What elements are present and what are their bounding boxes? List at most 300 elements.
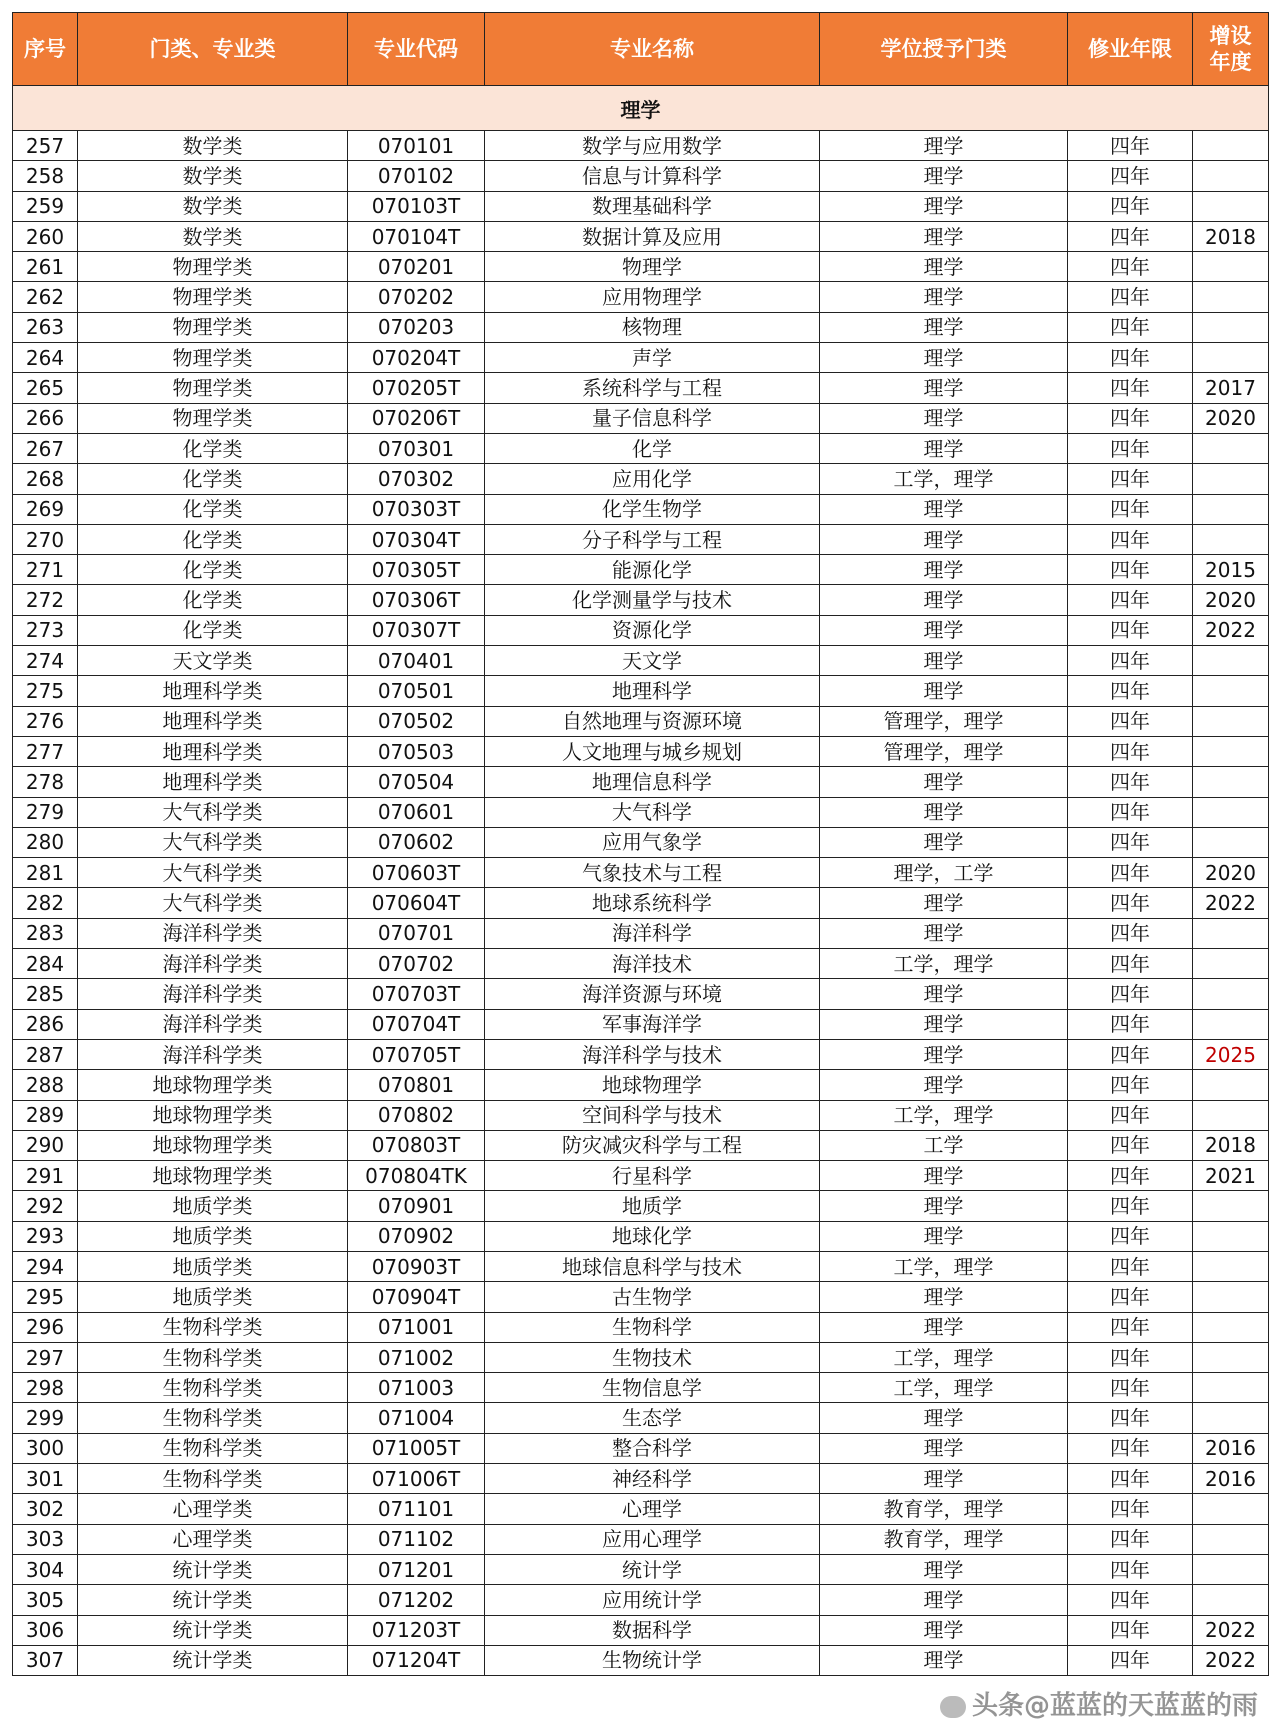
cell-name: 能源化学 <box>485 555 820 585</box>
cell-category: 物理学类 <box>78 312 348 342</box>
cell-category: 物理学类 <box>78 282 348 312</box>
cell-years: 四年 <box>1068 464 1193 494</box>
header-row <box>13 13 1269 86</box>
cell-category: 化学类 <box>78 555 348 585</box>
cell-years: 四年 <box>1068 494 1193 524</box>
cell-degree: 理学 <box>820 252 1068 282</box>
cell-added: 2022 <box>1193 615 1269 645</box>
cell-years: 四年 <box>1068 1524 1193 1554</box>
cell-years: 四年 <box>1068 312 1193 342</box>
table-row <box>13 221 1269 251</box>
cell-degree: 工学，理学 <box>820 464 1068 494</box>
table-row <box>13 1312 1269 1342</box>
cell-name: 防灾减灾科学与工程 <box>485 1130 820 1160</box>
cell-years: 四年 <box>1068 1130 1193 1160</box>
cell-name: 人文地理与城乡规划 <box>485 736 820 766</box>
cell-no: 265 <box>13 373 78 403</box>
cell-code: 070301 <box>348 433 485 463</box>
cell-no: 287 <box>13 1039 78 1069</box>
cell-category: 海洋科学类 <box>78 918 348 948</box>
table-row <box>13 252 1269 282</box>
table-row <box>13 797 1269 827</box>
cell-no: 283 <box>13 918 78 948</box>
table-row <box>13 464 1269 494</box>
cell-degree: 理学 <box>820 555 1068 585</box>
table-row <box>13 1615 1269 1645</box>
cell-degree: 理学 <box>820 767 1068 797</box>
table-row <box>13 1403 1269 1433</box>
cell-code: 070306T <box>348 585 485 615</box>
cell-years: 四年 <box>1068 252 1193 282</box>
cell-degree: 理学 <box>820 1161 1068 1191</box>
table-row <box>13 1070 1269 1100</box>
cell-years: 四年 <box>1068 373 1193 403</box>
cell-added <box>1193 827 1269 857</box>
cell-code: 071204T <box>348 1645 485 1675</box>
cell-name: 化学测量学与技术 <box>485 585 820 615</box>
cell-added <box>1193 1009 1269 1039</box>
cell-degree: 理学 <box>820 888 1068 918</box>
cell-added <box>1193 282 1269 312</box>
section-row <box>13 86 1269 131</box>
cell-degree: 理学 <box>820 191 1068 221</box>
cell-added <box>1193 1221 1269 1251</box>
cell-category: 化学类 <box>78 494 348 524</box>
cell-name: 气象技术与工程 <box>485 858 820 888</box>
cell-code: 070304T <box>348 524 485 554</box>
cell-name: 化学 <box>485 433 820 463</box>
table-row <box>13 1524 1269 1554</box>
table-row <box>13 1464 1269 1494</box>
cell-years: 四年 <box>1068 1312 1193 1342</box>
cell-added: 2025 <box>1193 1039 1269 1069</box>
cell-no: 288 <box>13 1070 78 1100</box>
cell-added <box>1193 1494 1269 1524</box>
cell-category: 物理学类 <box>78 343 348 373</box>
cell-years: 四年 <box>1068 979 1193 1009</box>
cell-code: 071201 <box>348 1554 485 1584</box>
header-years: 修业年限 <box>1068 13 1193 86</box>
cell-code: 070802 <box>348 1100 485 1130</box>
cell-name: 应用物理学 <box>485 282 820 312</box>
cell-code: 070401 <box>348 646 485 676</box>
cell-degree: 理学 <box>820 615 1068 645</box>
cell-code: 070302 <box>348 464 485 494</box>
cell-added <box>1193 676 1269 706</box>
cell-code: 070704T <box>348 1009 485 1039</box>
table-row <box>13 918 1269 948</box>
cell-category: 统计学类 <box>78 1645 348 1675</box>
cell-added <box>1193 646 1269 676</box>
cell-code: 070206T <box>348 403 485 433</box>
cell-added: 2018 <box>1193 221 1269 251</box>
table-row <box>13 161 1269 191</box>
cell-years: 四年 <box>1068 1039 1193 1069</box>
cell-code: 070603T <box>348 858 485 888</box>
cell-no: 268 <box>13 464 78 494</box>
table-body <box>13 86 1269 1676</box>
cell-degree: 工学，理学 <box>820 1100 1068 1130</box>
cell-years: 四年 <box>1068 1191 1193 1221</box>
cell-code: 070804TK <box>348 1161 485 1191</box>
cell-category: 海洋科学类 <box>78 1009 348 1039</box>
cell-category: 地球物理学类 <box>78 1130 348 1160</box>
cell-name: 大气科学 <box>485 797 820 827</box>
cell-no: 263 <box>13 312 78 342</box>
cell-added <box>1193 1524 1269 1554</box>
cell-no: 272 <box>13 585 78 615</box>
cell-no: 266 <box>13 403 78 433</box>
cell-name: 统计学 <box>485 1554 820 1584</box>
table-row <box>13 131 1269 161</box>
cell-years: 四年 <box>1068 131 1193 161</box>
table-row <box>13 979 1269 1009</box>
cell-degree: 理学 <box>820 373 1068 403</box>
cell-degree: 理学 <box>820 282 1068 312</box>
cell-years: 四年 <box>1068 1251 1193 1281</box>
cell-name: 地球系统科学 <box>485 888 820 918</box>
cell-category: 化学类 <box>78 615 348 645</box>
cell-no: 298 <box>13 1373 78 1403</box>
cell-degree: 理学 <box>820 1554 1068 1584</box>
cell-years: 四年 <box>1068 343 1193 373</box>
cell-added: 2021 <box>1193 1161 1269 1191</box>
cell-code: 071102 <box>348 1524 485 1554</box>
cell-degree: 理学 <box>820 646 1068 676</box>
cell-code: 071004 <box>348 1403 485 1433</box>
cell-code: 070503 <box>348 736 485 766</box>
cell-years: 四年 <box>1068 827 1193 857</box>
cell-years: 四年 <box>1068 161 1193 191</box>
cell-name: 海洋科学 <box>485 918 820 948</box>
cell-name: 生物信息学 <box>485 1373 820 1403</box>
cell-name: 军事海洋学 <box>485 1009 820 1039</box>
cell-code: 071203T <box>348 1615 485 1645</box>
cell-name: 信息与计算科学 <box>485 161 820 191</box>
cell-code: 070305T <box>348 555 485 585</box>
header-added: 增设年度 <box>1193 13 1269 86</box>
cell-degree: 理学 <box>820 1070 1068 1100</box>
cell-degree: 理学 <box>820 797 1068 827</box>
cell-years: 四年 <box>1068 646 1193 676</box>
cell-no: 303 <box>13 1524 78 1554</box>
cell-no: 264 <box>13 343 78 373</box>
cell-no: 269 <box>13 494 78 524</box>
cell-degree: 理学 <box>820 403 1068 433</box>
cell-code: 070102 <box>348 161 485 191</box>
cell-code: 070601 <box>348 797 485 827</box>
cell-code: 070103T <box>348 191 485 221</box>
cell-name: 生态学 <box>485 1403 820 1433</box>
table-row <box>13 1585 1269 1615</box>
cell-code: 071002 <box>348 1342 485 1372</box>
cell-added <box>1193 797 1269 827</box>
section-title: 理学 <box>13 86 1269 131</box>
cell-category: 海洋科学类 <box>78 979 348 1009</box>
cell-category: 心理学类 <box>78 1494 348 1524</box>
cell-name: 声学 <box>485 343 820 373</box>
cell-added: 2016 <box>1193 1464 1269 1494</box>
cell-code: 070904T <box>348 1282 485 1312</box>
cell-no: 301 <box>13 1464 78 1494</box>
cell-added: 2020 <box>1193 585 1269 615</box>
cell-years: 四年 <box>1068 1373 1193 1403</box>
table-row <box>13 1251 1269 1281</box>
table-row <box>13 191 1269 221</box>
cell-degree: 管理学，理学 <box>820 706 1068 736</box>
cell-no: 258 <box>13 161 78 191</box>
cell-no: 292 <box>13 1191 78 1221</box>
cell-years: 四年 <box>1068 524 1193 554</box>
table-row <box>13 676 1269 706</box>
cell-degree: 理学 <box>820 1433 1068 1463</box>
cell-category: 地球物理学类 <box>78 1161 348 1191</box>
cell-years: 四年 <box>1068 949 1193 979</box>
cell-years: 四年 <box>1068 191 1193 221</box>
cell-added <box>1193 1403 1269 1433</box>
cell-no: 302 <box>13 1494 78 1524</box>
cell-added <box>1193 949 1269 979</box>
table-row <box>13 585 1269 615</box>
cell-no: 270 <box>13 524 78 554</box>
table-row <box>13 706 1269 736</box>
cell-added: 2022 <box>1193 1615 1269 1645</box>
cell-category: 心理学类 <box>78 1524 348 1554</box>
cell-no: 307 <box>13 1645 78 1675</box>
cell-years: 四年 <box>1068 767 1193 797</box>
table-row <box>13 1494 1269 1524</box>
cell-no: 291 <box>13 1161 78 1191</box>
cell-no: 284 <box>13 949 78 979</box>
table-row <box>13 615 1269 645</box>
cell-degree: 理学 <box>820 585 1068 615</box>
cell-added <box>1193 161 1269 191</box>
table-row <box>13 949 1269 979</box>
table-row <box>13 1130 1269 1160</box>
cell-degree: 理学 <box>820 918 1068 948</box>
table-row <box>13 1161 1269 1191</box>
cell-added <box>1193 1070 1269 1100</box>
cell-added <box>1193 494 1269 524</box>
cell-category: 地质学类 <box>78 1191 348 1221</box>
cell-added: 2017 <box>1193 373 1269 403</box>
table-row <box>13 646 1269 676</box>
cell-category: 海洋科学类 <box>78 949 348 979</box>
cell-code: 071003 <box>348 1373 485 1403</box>
cell-added <box>1193 736 1269 766</box>
table-row <box>13 312 1269 342</box>
header-name: 专业名称 <box>485 13 820 86</box>
cell-added <box>1193 1191 1269 1221</box>
cell-added <box>1193 524 1269 554</box>
cell-name: 资源化学 <box>485 615 820 645</box>
cell-degree: 理学 <box>820 1403 1068 1433</box>
cell-added <box>1193 1342 1269 1372</box>
cell-category: 地球物理学类 <box>78 1100 348 1130</box>
cell-name: 生物统计学 <box>485 1645 820 1675</box>
cell-no: 274 <box>13 646 78 676</box>
cell-added <box>1193 767 1269 797</box>
cell-degree: 理学 <box>820 221 1068 251</box>
cell-years: 四年 <box>1068 1009 1193 1039</box>
cell-years: 四年 <box>1068 676 1193 706</box>
cell-name: 行星科学 <box>485 1161 820 1191</box>
table-row <box>13 433 1269 463</box>
cell-years: 四年 <box>1068 1554 1193 1584</box>
cell-no: 262 <box>13 282 78 312</box>
cell-added <box>1193 1373 1269 1403</box>
cell-years: 四年 <box>1068 585 1193 615</box>
cell-name: 神经科学 <box>485 1464 820 1494</box>
cell-code: 070903T <box>348 1251 485 1281</box>
header-no: 序号 <box>13 13 78 86</box>
cell-category: 海洋科学类 <box>78 1039 348 1069</box>
cell-category: 生物科学类 <box>78 1433 348 1463</box>
table-row <box>13 1645 1269 1675</box>
cell-added <box>1193 979 1269 1009</box>
cell-degree: 理学，工学 <box>820 858 1068 888</box>
cell-name: 地理科学 <box>485 676 820 706</box>
cell-years: 四年 <box>1068 615 1193 645</box>
cell-name: 系统科学与工程 <box>485 373 820 403</box>
cell-no: 260 <box>13 221 78 251</box>
cell-degree: 理学 <box>820 433 1068 463</box>
cell-category: 大气科学类 <box>78 858 348 888</box>
cell-degree: 工学 <box>820 1130 1068 1160</box>
cell-name: 整合科学 <box>485 1433 820 1463</box>
table-row <box>13 373 1269 403</box>
cell-category: 生物科学类 <box>78 1312 348 1342</box>
cell-name: 空间科学与技术 <box>485 1100 820 1130</box>
cell-no: 297 <box>13 1342 78 1372</box>
table-row <box>13 1009 1269 1039</box>
cell-category: 数学类 <box>78 131 348 161</box>
cell-code: 070803T <box>348 1130 485 1160</box>
cell-years: 四年 <box>1068 282 1193 312</box>
cell-code: 070204T <box>348 343 485 373</box>
cell-added <box>1193 1251 1269 1281</box>
cell-no: 290 <box>13 1130 78 1160</box>
table-row <box>13 1342 1269 1372</box>
cell-no: 282 <box>13 888 78 918</box>
cell-years: 四年 <box>1068 1464 1193 1494</box>
cell-degree: 理学 <box>820 1009 1068 1039</box>
cell-no: 280 <box>13 827 78 857</box>
cell-name: 应用化学 <box>485 464 820 494</box>
cell-code: 070604T <box>348 888 485 918</box>
cell-no: 299 <box>13 1403 78 1433</box>
table-row <box>13 1282 1269 1312</box>
cell-name: 生物科学 <box>485 1312 820 1342</box>
cell-degree: 工学，理学 <box>820 1342 1068 1372</box>
cell-degree: 理学 <box>820 312 1068 342</box>
cell-name: 海洋技术 <box>485 949 820 979</box>
cell-no: 276 <box>13 706 78 736</box>
wechat-icon <box>940 1696 966 1718</box>
cell-no: 293 <box>13 1221 78 1251</box>
table-row <box>13 1039 1269 1069</box>
cell-name: 海洋科学与技术 <box>485 1039 820 1069</box>
table-row <box>13 494 1269 524</box>
table-row <box>13 736 1269 766</box>
cell-name: 地质学 <box>485 1191 820 1221</box>
cell-years: 四年 <box>1068 1282 1193 1312</box>
cell-no: 257 <box>13 131 78 161</box>
cell-code: 071001 <box>348 1312 485 1342</box>
cell-name: 数学与应用数学 <box>485 131 820 161</box>
cell-name: 心理学 <box>485 1494 820 1524</box>
cell-code: 070602 <box>348 827 485 857</box>
cell-name: 数据计算及应用 <box>485 221 820 251</box>
cell-added <box>1193 1554 1269 1584</box>
cell-years: 四年 <box>1068 797 1193 827</box>
cell-no: 304 <box>13 1554 78 1584</box>
cell-category: 数学类 <box>78 161 348 191</box>
table-row <box>13 858 1269 888</box>
cell-category: 地理科学类 <box>78 706 348 736</box>
cell-category: 数学类 <box>78 191 348 221</box>
cell-category: 生物科学类 <box>78 1342 348 1372</box>
cell-added <box>1193 918 1269 948</box>
cell-name: 地球信息科学与技术 <box>485 1251 820 1281</box>
cell-name: 生物技术 <box>485 1342 820 1372</box>
table-container <box>12 12 1268 1676</box>
cell-name: 地理信息科学 <box>485 767 820 797</box>
cell-years: 四年 <box>1068 403 1193 433</box>
cell-added <box>1193 191 1269 221</box>
cell-added: 2020 <box>1193 403 1269 433</box>
cell-category: 物理学类 <box>78 403 348 433</box>
cell-no: 273 <box>13 615 78 645</box>
cell-degree: 理学 <box>820 343 1068 373</box>
table-row <box>13 1373 1269 1403</box>
major-table <box>12 12 1269 1676</box>
cell-added: 2015 <box>1193 555 1269 585</box>
watermark <box>940 1685 1258 1722</box>
cell-no: 261 <box>13 252 78 282</box>
cell-degree: 理学 <box>820 1221 1068 1251</box>
cell-degree: 工学，理学 <box>820 1251 1068 1281</box>
cell-degree: 理学 <box>820 1191 1068 1221</box>
cell-degree: 理学 <box>820 1312 1068 1342</box>
cell-no: 294 <box>13 1251 78 1281</box>
cell-category: 生物科学类 <box>78 1373 348 1403</box>
table-row <box>13 1221 1269 1251</box>
cell-code: 070307T <box>348 615 485 645</box>
watermark-text: 头条@蓝蓝的天蓝蓝的雨 <box>971 1691 1258 1721</box>
cell-added <box>1193 433 1269 463</box>
cell-added <box>1193 1585 1269 1615</box>
cell-name: 物理学 <box>485 252 820 282</box>
table-row <box>13 403 1269 433</box>
cell-code: 070104T <box>348 221 485 251</box>
cell-code: 070702 <box>348 949 485 979</box>
cell-name: 数理基础科学 <box>485 191 820 221</box>
cell-category: 化学类 <box>78 524 348 554</box>
cell-years: 四年 <box>1068 1403 1193 1433</box>
table-row <box>13 1100 1269 1130</box>
cell-no: 267 <box>13 433 78 463</box>
table-row <box>13 1554 1269 1584</box>
cell-no: 259 <box>13 191 78 221</box>
cell-name: 核物理 <box>485 312 820 342</box>
cell-degree: 教育学，理学 <box>820 1494 1068 1524</box>
cell-years: 四年 <box>1068 221 1193 251</box>
cell-category: 统计学类 <box>78 1554 348 1584</box>
cell-added <box>1193 464 1269 494</box>
cell-category: 地质学类 <box>78 1251 348 1281</box>
cell-years: 四年 <box>1068 433 1193 463</box>
